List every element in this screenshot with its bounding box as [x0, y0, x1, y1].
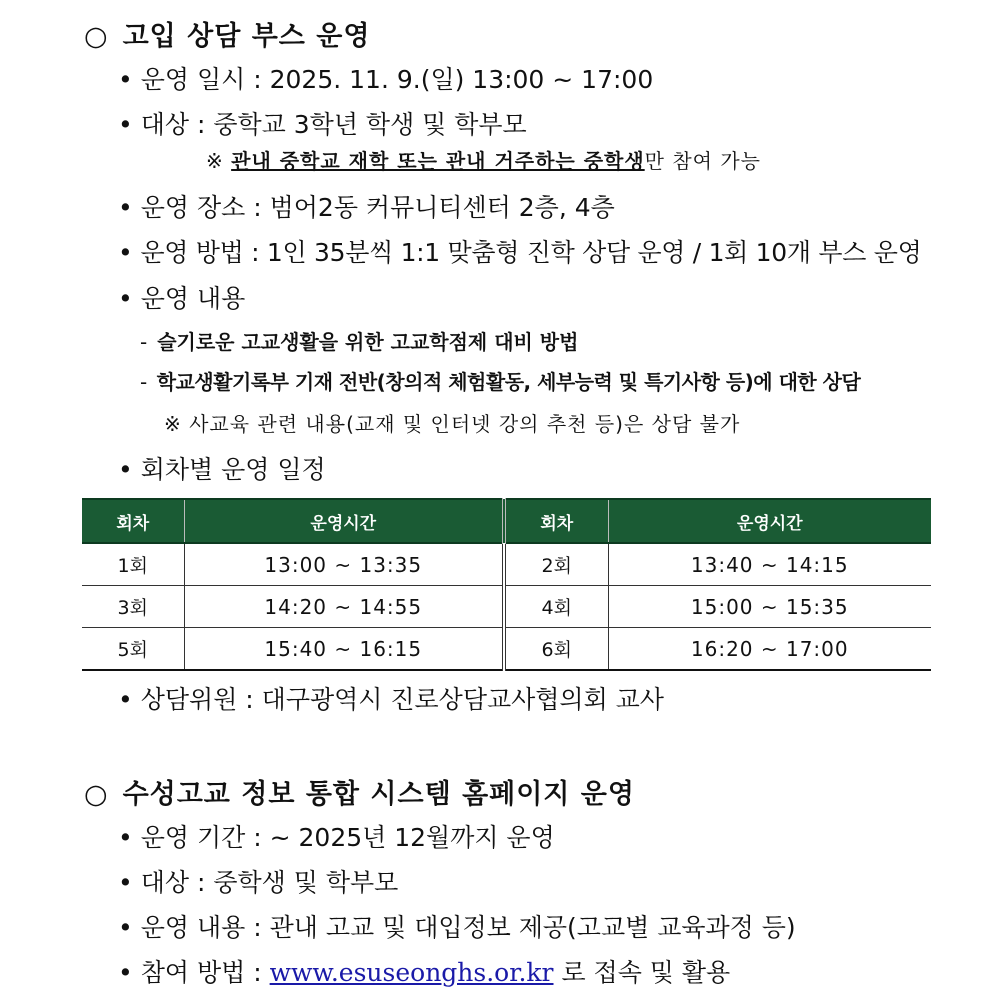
- session-cell: 5회: [82, 628, 184, 671]
- bullet-icon: •: [118, 193, 133, 222]
- join-item: • 참여 방법 : www.esuseonghs.or.kr 로 접속 및 활용: [118, 958, 731, 987]
- circle-marker-icon: ○: [84, 21, 109, 52]
- place-item: • 운영 장소 : 범어2동 커뮤니티센터 2층, 4층: [118, 193, 615, 222]
- table-row: [82, 586, 931, 628]
- bullet-icon: •: [118, 110, 133, 139]
- column-header: 운영시간: [184, 499, 504, 543]
- content-sub-item: - 슬기로운 고교생활을 위한 고교학점제 대비 방법: [140, 330, 579, 354]
- target-note: ※ 관내 중학교 재학 또는 관내 거주하는 중학생만 참여 가능: [206, 149, 761, 173]
- session-cell: 2회: [504, 543, 608, 586]
- bullet-icon: •: [118, 868, 133, 897]
- time-cell: 13:40 ~ 14:15: [608, 543, 931, 586]
- time-cell: 15:00 ~ 15:35: [608, 586, 931, 628]
- target-item: • 대상 : 중학생 및 학부모: [118, 868, 399, 897]
- bullet-icon: •: [118, 65, 133, 94]
- bullet-icon: •: [118, 823, 133, 852]
- column-header: 운영시간: [608, 499, 931, 543]
- target-item: • 대상 : 중학교 3학년 학생 및 학부모: [118, 110, 527, 139]
- session-cell: 6회: [504, 628, 608, 671]
- column-header: 회차: [504, 499, 608, 543]
- bullet-icon: •: [118, 284, 133, 313]
- content-note: ※ 사교육 관련 내용(교재 및 인터넷 강의 추천 등)은 상담 불가: [164, 412, 741, 436]
- datetime-item: • 운영 일시 : 2025. 11. 9.(일) 13:00 ~ 17:00: [118, 65, 654, 94]
- bullet-icon: •: [118, 913, 133, 942]
- method-item: • 운영 방법 : 1인 35분씩 1:1 맞춤형 진학 상담 운영 / 1회 10개 부스 운영: [118, 238, 922, 267]
- schedule-item: • 회차별 운영 일정: [118, 455, 326, 484]
- bullet-icon: •: [118, 958, 133, 987]
- dash-icon: -: [140, 370, 147, 394]
- bullet-icon: •: [118, 238, 133, 267]
- content-sub-item: - 학교생활기록부 기재 전반(창의적 체험활동, 세부능력 및 특기사항 등)에 대한 상담: [140, 370, 861, 394]
- bullet-icon: •: [118, 455, 133, 484]
- section1-title: ○ 고입 상담 부스 운영: [84, 21, 371, 52]
- circle-marker-icon: ○: [84, 779, 109, 810]
- bullet-icon: •: [118, 685, 133, 714]
- section2-title: ○ 수성고교 정보 통합 시스템 홈페이지 운영: [84, 779, 635, 810]
- session-cell: 3회: [82, 586, 184, 628]
- session-cell: 4회: [504, 586, 608, 628]
- time-cell: 14:20 ~ 14:55: [184, 586, 504, 628]
- table-row: [82, 543, 931, 586]
- table-header-row: [82, 499, 931, 543]
- period-item: • 운영 기간 : ~ 2025년 12월까지 운영: [118, 823, 555, 852]
- column-header: 회차: [82, 499, 184, 543]
- time-cell: 13:00 ~ 13:35: [184, 543, 504, 586]
- session-cell: 1회: [82, 543, 184, 586]
- time-cell: 15:40 ~ 16:15: [184, 628, 504, 671]
- time-cell: 16:20 ~ 17:00: [608, 628, 931, 671]
- homepage-link[interactable]: www.esuseonghs.or.kr: [269, 958, 554, 987]
- content-item: • 운영 내용: [118, 284, 246, 313]
- schedule-table: [82, 498, 931, 671]
- counselor-item: • 상담위원 : 대구광역시 진로상담교사협의회 교사: [118, 685, 664, 714]
- content-item: • 운영 내용 : 관내 고교 및 대입정보 제공(고교별 교육과정 등): [118, 913, 796, 942]
- table-row: [82, 628, 931, 671]
- dash-icon: -: [140, 330, 148, 354]
